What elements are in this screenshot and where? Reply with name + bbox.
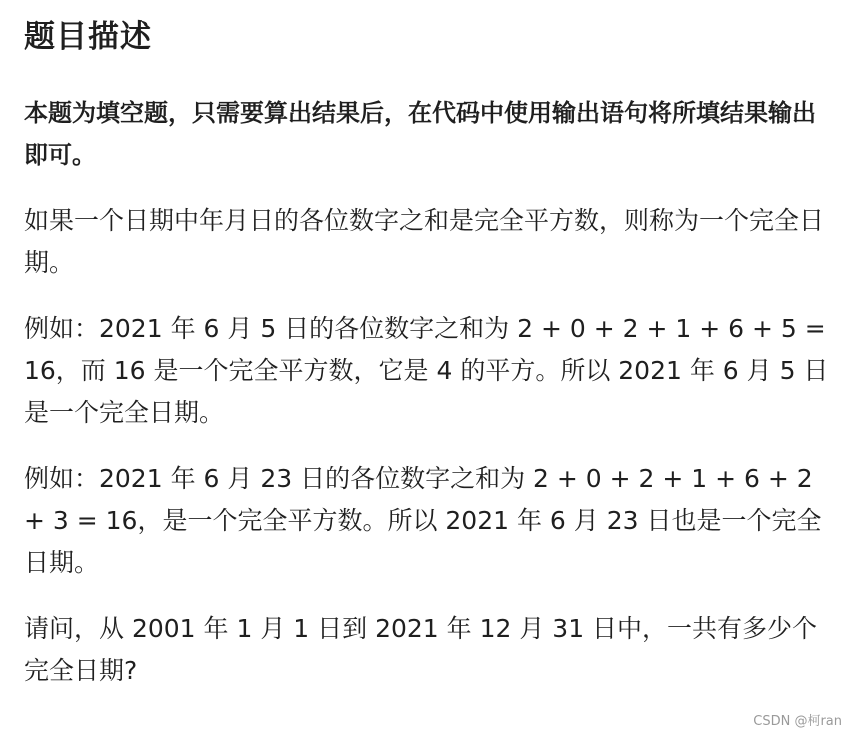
fill-in-notice: 本题为填空题，只需要算出结果后，在代码中使用输出语句将所填结果输出即可。 xyxy=(24,99,816,169)
example-paragraph-1: 例如：2021 年 6 月 5 日的各位数字之和为 2 + 0 + 2 + 1 + 6 + 5 = 16，而 16 是一个完全平方数，它是 4 的平方。所以 2021 年 6 月 5 日是一个完全日期。 xyxy=(24,314,829,427)
question-paragraph: 请问，从 2001 年 1 月 1 日到 2021 年 12 月 31 日中，一共有多少个完全日期? xyxy=(24,614,818,685)
problem-description xyxy=(24,0,836,692)
definition-paragraph: 如果一个日期中年月日的各位数字之和是完全平方数，则称为一个完全日期。 xyxy=(24,206,825,277)
section-heading: 题目描述 xyxy=(24,19,152,55)
example-paragraph-2: 例如：2021 年 6 月 23 日的各位数字之和为 2 + 0 + 2 + 1 + 6 + 2 + 3 = 16，是一个完全平方数。所以 2021 年 6 月 23 日也是一个完全日期。 xyxy=(24,464,822,577)
csdn-watermark: CSDN @柯ran xyxy=(753,714,842,729)
